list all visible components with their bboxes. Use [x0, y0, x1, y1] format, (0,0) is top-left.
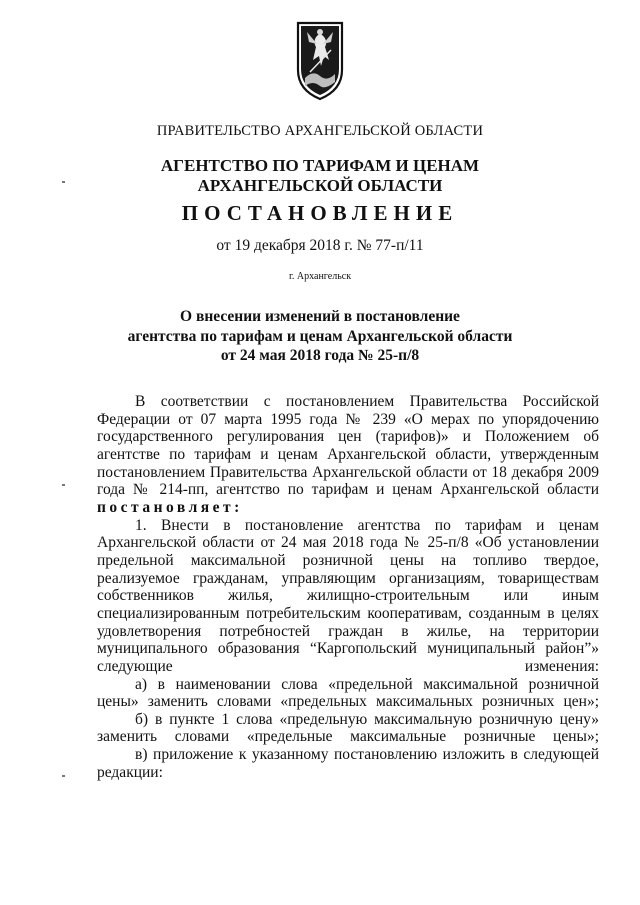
paragraph-item-a: а) в наименовании слова «предельной максимальной розничной цены» заменить словами «предельных максимальных розничных цен»; — [97, 675, 599, 711]
resolution-keyword: постановляет: — [97, 498, 243, 516]
document-type: ПОСТАНОВЛЕНИЕ — [181, 201, 459, 225]
government-name: ПРАВИТЕЛЬСТВО АРХАНГЕЛЬСКОЙ ОБЛАСТИ — [156, 123, 484, 139]
scan-speck — [62, 484, 65, 486]
document-date-number: от 19 декабря 2018 г. № 77-п/11 — [216, 237, 424, 254]
agency-name-line2: АРХАНГЕЛЬСКОЙ ОБЛАСТИ — [197, 176, 443, 195]
paragraph-item-1: 1. Внести в постановление агентства по тарифам и ценам Архангельской области от 24 мая 2018 года № 25-п/8 «Об установлении предельной максимальной розничной цены на топливо твердое, реализуемое гражданам, управляющим организациям, товариществам собственников жилья, жилищно-строительным или иным специализированным потребительским кооперативам, созданным в целях удовлетворения потребностей граждан в жилье, на территории муниципального образования “Каргопольский муниципальный район”» следующие изменения: — [97, 516, 599, 675]
scan-speck — [62, 181, 65, 183]
paragraph-item-v: в) приложение к указанному постановлению изложить в следующей редакции: — [97, 746, 599, 781]
preamble-text: В соответствии с постановлением Правительства Российской Федерации от 07 марта 1995 года № 239 «О мерах по упорядочению государственного регулирования цен (тарифов)» и Положением об агентстве по тарифам и ценам Архангельской области, утвержденным постановлением Правительства Архангельской области от 18 декабря 2009 года № 214-пп, агентство по тарифам и ценам Архангельской области — [97, 393, 599, 499]
subject-line1: О внесении изменений в постановление — [180, 308, 460, 325]
document-city: г. Архангельск — [288, 271, 352, 282]
archangel-emblem-icon — [295, 20, 345, 102]
paragraph-item-b: б) в пункте 1 слова «предельную максимальную розничную цену» заменить словами «предельные максимальные розничные цены»; — [97, 710, 599, 746]
document-subject — [0, 307, 640, 366]
agency-name-line1: АГЕНТСТВО ПО ТАРИФАМ И ЦЕНАМ — [160, 156, 480, 175]
subject-line2: агентства по тарифам и ценам Архангельской области — [127, 327, 513, 345]
scan-speck — [62, 775, 65, 777]
document-body — [97, 393, 599, 781]
subject-line3: от 24 мая 2018 года № 25-п/8 — [220, 347, 420, 364]
agency-name — [0, 156, 640, 196]
paragraph-preamble — [97, 393, 599, 517]
coat-of-arms-emblem — [295, 20, 345, 107]
